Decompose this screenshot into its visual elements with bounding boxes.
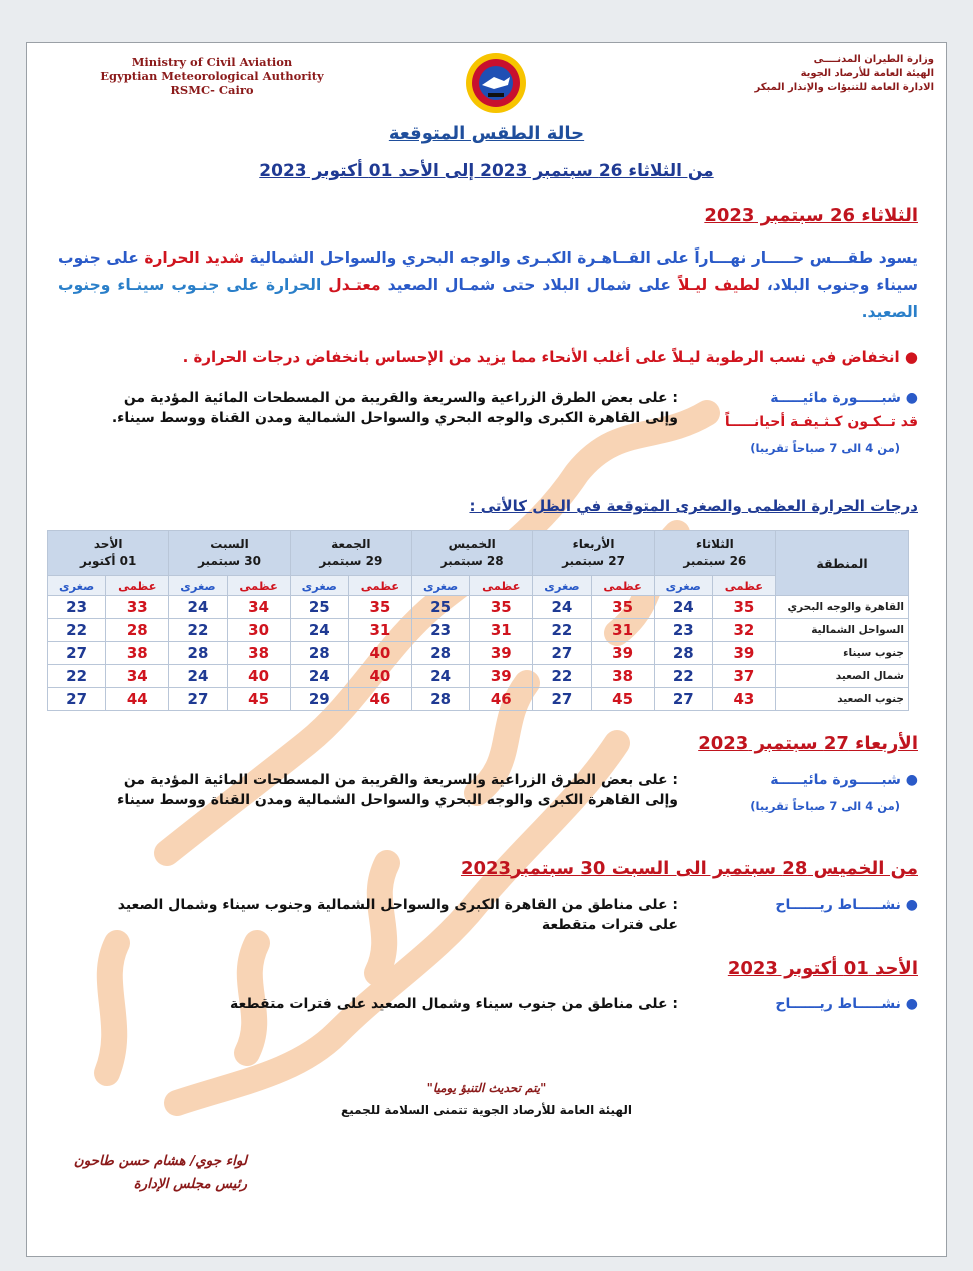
max-temp-cell: 38: [227, 642, 290, 665]
max-temp-cell: 34: [227, 596, 290, 619]
max-temp-cell: 32: [712, 619, 775, 642]
day4-wind-desc: [78, 994, 678, 1014]
max-temp-cell: 45: [227, 688, 290, 711]
min-temp-cell: 28: [290, 642, 348, 665]
min-temp-cell: 28: [654, 642, 712, 665]
day-header-date: 01 أكتوبر: [79, 554, 137, 568]
day-header-name: الثلاثاء: [695, 537, 734, 551]
max-temp-cell: 28: [106, 619, 169, 642]
header-ar-authority: الهيئة العامة للأرصاد الجوية: [800, 68, 934, 79]
day1-fog-desc2: وإلى القاهرة الكبرى والوجه البحري والسواحل الشمالية ومدن القناة ووسط سيناء.: [111, 410, 678, 426]
min-temp-cell: 24: [654, 596, 712, 619]
day2-fog-desc: [78, 770, 678, 810]
max-temp-cell: 35: [591, 596, 654, 619]
day1-bullet: [38, 348, 918, 366]
table-caption: درجات الحرارة العظمى والصغرى المتوقعة في الظل كالأتى :: [469, 497, 918, 515]
day1-fog-desc: [78, 388, 678, 428]
day3-wind-desc2: على فترات متقطعة: [541, 917, 678, 933]
day-header-name: الأحد: [93, 537, 123, 551]
min-temp-cell: 28: [412, 642, 470, 665]
min-label: صغرى: [48, 576, 106, 596]
max-temp-cell: 35: [348, 596, 411, 619]
region-name: القاهرة والوجه البحري: [776, 596, 909, 619]
day1-p4: الحرارة على جنـوب سينـاء وجنوب الصعيد.: [58, 276, 918, 321]
day-header-date: 29 سبتمبر: [319, 554, 383, 568]
day1-p2: على جنوب سيناء وجنوب البلاد،: [58, 249, 918, 294]
day4-heading: الأحد 01 أكتوبر 2023: [727, 958, 918, 979]
day2-fog-row: [48, 770, 918, 840]
header-ar: [674, 53, 934, 95]
day3-wind-desc: [78, 895, 678, 935]
day4-wind-label-text: نشـــــاط ريــــــاح: [775, 996, 901, 1012]
day1-paragraph: [58, 245, 918, 326]
table-row: [48, 642, 909, 665]
min-temp-cell: 23: [48, 596, 106, 619]
max-temp-cell: 31: [591, 619, 654, 642]
region-header: المنطقة: [776, 531, 909, 596]
day-header-4: [169, 531, 290, 576]
max-label: عظمى: [106, 576, 169, 596]
header-ar-directorate: الادارة العامة للتنبؤات والإنذار المبكر: [754, 82, 934, 93]
day2-fog-label: ● شبـــــورة مائيـــــة: [770, 772, 918, 788]
ema-logo-icon: [464, 51, 528, 115]
region-name: شمال الصعيد: [776, 665, 909, 688]
max-temp-cell: 40: [227, 665, 290, 688]
day-header-2: [412, 531, 533, 576]
page-title: حالة الطقس المتوقعة: [388, 123, 585, 144]
max-temp-cell: 38: [591, 665, 654, 688]
min-label: صغرى: [533, 576, 591, 596]
max-label: عظمى: [470, 576, 533, 596]
min-temp-cell: 24: [169, 665, 227, 688]
max-temp-cell: 39: [470, 665, 533, 688]
max-temp-cell: 38: [106, 642, 169, 665]
min-temp-cell: 27: [48, 642, 106, 665]
signature-title: رئيس مجلس الإدارة: [133, 1176, 247, 1192]
region-name: جنوب الصعيد: [776, 688, 909, 711]
day1-p2-red: لطيف ليـلاً: [678, 276, 760, 294]
min-temp-cell: 24: [412, 665, 470, 688]
day1-fog-label-text: شبـــــورة مائيـــــة: [770, 390, 901, 406]
min-label: صغرى: [412, 576, 470, 596]
min-temp-cell: 29: [290, 688, 348, 711]
max-temp-cell: 40: [348, 642, 411, 665]
day-header-name: السبت: [210, 537, 249, 551]
max-label: عظمى: [712, 576, 775, 596]
max-temp-cell: 35: [470, 596, 533, 619]
max-temp-cell: 37: [712, 665, 775, 688]
day2-heading: الأربعاء 27 سبتمبر 2023: [698, 733, 918, 754]
day-header-0: [654, 531, 775, 576]
table-header-row: [48, 531, 909, 576]
header-ar-ministry: وزارة الطيران المدنــــى: [813, 54, 934, 65]
day3-heading: من الخميس 28 سبتمبر الى السبت 30 سبتمبر2023: [460, 858, 918, 879]
day-header-name: الأربعاء: [572, 537, 615, 551]
day2-fog-time: (من 4 الى 7 صباحاً تقريبا): [750, 799, 900, 813]
temperature-table: [47, 530, 909, 711]
min-temp-cell: 28: [169, 642, 227, 665]
min-label: صغرى: [654, 576, 712, 596]
page-subtitle: من الثلاثاء 26 سبتمبر 2023 إلى الأحد 01 أكتوبر 2023: [259, 161, 714, 181]
min-temp-cell: 28: [412, 688, 470, 711]
max-temp-cell: 39: [591, 642, 654, 665]
header-en: [97, 55, 327, 97]
header-en-ministry: Ministry of Civil Aviation: [131, 55, 293, 69]
day1-fog-label2: قد تــكـون كـثـيفـة أحيانـــــاً: [724, 414, 918, 430]
day-header-5: [48, 531, 169, 576]
min-temp-cell: 22: [169, 619, 227, 642]
day1-fog-label: ● شبـــــورة مائيـــــة: [770, 390, 918, 406]
day-header-date: 30 سبتمبر: [198, 554, 261, 568]
day-header-name: الجمعة: [331, 537, 371, 551]
min-label: صغرى: [290, 576, 348, 596]
min-temp-cell: 27: [533, 688, 591, 711]
day4-wind-desc1: : على مناطق من جنوب سيناء وشمال الصعيد على فترات متقطعة: [230, 996, 678, 1012]
table-row: [48, 688, 909, 711]
table-row: [48, 665, 909, 688]
footer-safety: الهيئة العامة للأرصاد الجوية تتمنى السلامة للجميع: [341, 1103, 632, 1117]
signature-name: لواء جوي/ هشام حسن طاحون: [73, 1153, 247, 1169]
table-row: [48, 619, 909, 642]
day3-wind-row: [48, 895, 918, 945]
day-header-date: 27 سبتمبر: [562, 554, 625, 568]
day1-fog-time: (من 4 الى 7 صباحاً تقريبا): [750, 441, 900, 455]
table-row: [48, 596, 909, 619]
day4-wind-row: [48, 994, 918, 1020]
day-header-date: 26 سبتمبر: [683, 554, 747, 568]
min-temp-cell: 25: [290, 596, 348, 619]
day1-heading: الثلاثاء 26 سبتمبر 2023: [704, 205, 918, 226]
region-name: جنوب سيناء: [776, 642, 909, 665]
day1-p3-red: معتـدل: [328, 276, 381, 294]
min-temp-cell: 27: [654, 688, 712, 711]
min-temp-cell: 24: [533, 596, 591, 619]
min-temp-cell: 22: [533, 665, 591, 688]
day-header-1: [533, 531, 654, 576]
min-temp-cell: 22: [533, 619, 591, 642]
day3-wind-label: ● نشـــــاط ريــــــاح: [775, 897, 918, 913]
max-temp-cell: 33: [106, 596, 169, 619]
max-temp-cell: 39: [470, 642, 533, 665]
day-header-name: الخميس: [448, 537, 496, 551]
min-temp-cell: 27: [169, 688, 227, 711]
max-label: عظمى: [591, 576, 654, 596]
max-temp-cell: 45: [591, 688, 654, 711]
bullet-dot-icon: ●: [899, 348, 918, 366]
day4-wind-label: ● نشـــــاط ريــــــاح: [775, 996, 918, 1012]
day1-p1: يسود طقـــس حـــــار نهـــاراً على القــاهـرة الكبـرى والوجه البحري والسواحل الشمالية: [249, 249, 918, 267]
day1-p3: على شمال البلاد حتى شمـال الصعيد: [387, 276, 672, 294]
max-temp-cell: 40: [348, 665, 411, 688]
max-temp-cell: 34: [106, 665, 169, 688]
region-name: السواحل الشمالية: [776, 619, 909, 642]
max-temp-cell: 46: [348, 688, 411, 711]
header-en-authority: Egyptian Meteorological Authority: [100, 69, 324, 83]
max-temp-cell: 35: [712, 596, 775, 619]
day2-fog-desc2: وإلى القاهرة الكبرى والوجه البحري والسواحل الشمالية ومدن القناة ووسط سيناء: [117, 792, 678, 808]
min-label: صغرى: [169, 576, 227, 596]
day3-wind-desc1: : على مناطق من القاهرة الكبرى والسواحل الشمالية وجنوب سيناء وشمال الصعيد: [117, 897, 678, 913]
max-temp-cell: 31: [348, 619, 411, 642]
min-temp-cell: 22: [48, 665, 106, 688]
max-temp-cell: 30: [227, 619, 290, 642]
min-temp-cell: 22: [48, 619, 106, 642]
min-temp-cell: 24: [169, 596, 227, 619]
header-en-rsmc: RSMC- Cairo: [170, 83, 254, 97]
max-temp-cell: 39: [712, 642, 775, 665]
day1-fog-desc1: : على بعض الطرق الزراعية والسريعة والقريبة من المسطحات المائية المؤدية من: [123, 390, 678, 406]
min-temp-cell: 27: [533, 642, 591, 665]
forecast-page: [26, 42, 947, 1257]
min-temp-cell: 23: [654, 619, 712, 642]
min-temp-cell: 22: [654, 665, 712, 688]
day2-fog-label-text: شبـــــورة مائيـــــة: [770, 772, 901, 788]
day-header-date: 28 سبتمبر: [440, 554, 504, 568]
max-temp-cell: 31: [470, 619, 533, 642]
day-header-3: [290, 531, 411, 576]
min-temp-cell: 24: [290, 619, 348, 642]
min-temp-cell: 23: [412, 619, 470, 642]
day1-p1-red: شديد الحرارة: [144, 249, 245, 267]
max-label: عظمى: [227, 576, 290, 596]
max-temp-cell: 44: [106, 688, 169, 711]
max-temp-cell: 43: [712, 688, 775, 711]
day2-fog-desc1: : على بعض الطرق الزراعية والسريعة والقريبة من المسطحات المائية المؤدية من: [123, 772, 678, 788]
min-temp-cell: 24: [290, 665, 348, 688]
day3-wind-label-text: نشـــــاط ريــــــاح: [775, 897, 901, 913]
min-temp-cell: 25: [412, 596, 470, 619]
max-temp-cell: 46: [470, 688, 533, 711]
min-temp-cell: 27: [48, 688, 106, 711]
day1-bullet-text: انخفاض في نسب الرطوبة ليـلاً على أغلب الأنحاء مما يزيد من الإحساس بانخفاض درجات الحرارة .: [182, 348, 900, 366]
footer-update: "يتم تحديث التنبؤ يوميا": [426, 1081, 547, 1095]
max-label: عظمى: [348, 576, 411, 596]
day1-fog-row: [48, 388, 918, 468]
